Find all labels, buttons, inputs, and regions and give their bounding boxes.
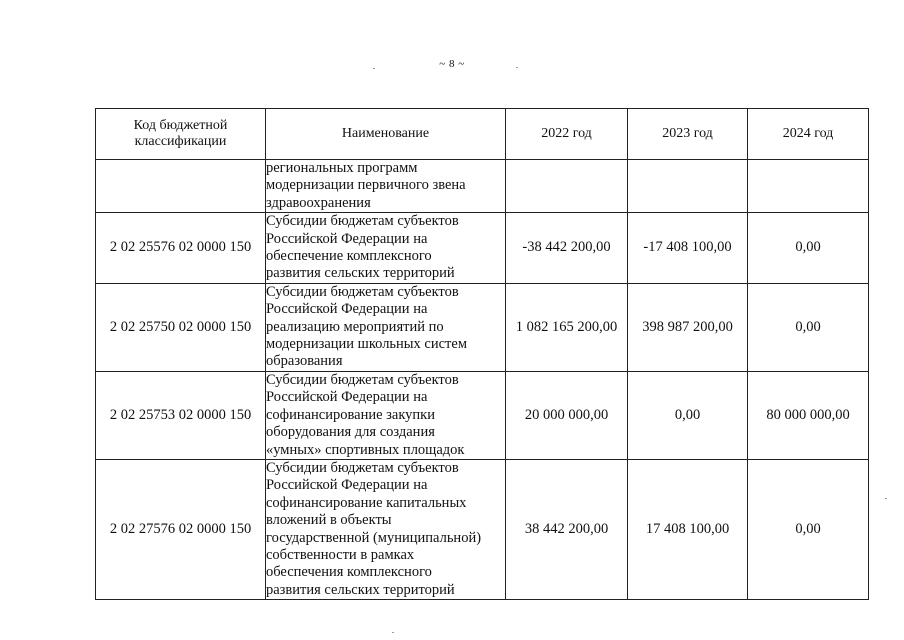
scan-speck (392, 632, 394, 633)
name-line: собственности в рамках (266, 546, 415, 563)
name-line: региональных программ (266, 160, 418, 176)
name-line: оборудования для создания (266, 424, 435, 441)
name-line: Субсидии бюджетам субъектов (266, 213, 459, 230)
name-line: софинансирование капитальных (266, 494, 467, 511)
amount-2023-cell: 0,00 (628, 371, 748, 459)
amount-2023-cell (628, 160, 748, 213)
amount-2024-cell: 0,00 (748, 213, 869, 284)
name-cell (266, 371, 506, 459)
name-line: образования (266, 353, 343, 370)
scan-speck (885, 498, 887, 499)
name-line: реализацию мероприятий по (266, 318, 444, 335)
name-line: софинансирование закупки (266, 406, 435, 423)
name-line: «умных» спортивных площадок (266, 441, 465, 458)
amount-2022-cell (506, 160, 628, 213)
name-line: обеспечения комплексного (266, 564, 432, 581)
header-budget-code-line: классификации (134, 134, 227, 149)
header-2023: 2023 год (628, 109, 748, 160)
header-2024: 2024 год (748, 109, 869, 160)
name-line: Субсидии бюджетам субъектов (266, 371, 459, 388)
amount-2022-cell: 1 082 165 200,00 (506, 283, 628, 371)
name-line: Российской Федерации на (266, 230, 428, 247)
header-2022: 2022 год (506, 109, 628, 160)
name-line: Субсидии бюджетам субъектов (266, 283, 459, 300)
name-cell (266, 213, 506, 284)
name-cell (266, 283, 506, 371)
amount-2024-cell: 0,00 (748, 459, 869, 599)
scan-speck (516, 67, 518, 68)
name-line: здравоохранения (266, 194, 371, 211)
name-line: модернизации школьных систем (266, 336, 467, 353)
name-line: развития сельских территорий (266, 581, 455, 598)
budget-code-cell: 2 02 25750 02 0000 150 (96, 283, 266, 371)
amount-2023-cell: 17 408 100,00 (628, 459, 748, 599)
name-line: вложений в объекты (266, 512, 392, 529)
table-row (96, 160, 869, 213)
name-line: развития сельских территорий (266, 265, 455, 282)
amount-2022-cell: 38 442 200,00 (506, 459, 628, 599)
amount-2022-cell: 20 000 000,00 (506, 371, 628, 459)
budget-table (95, 108, 869, 600)
budget-code-cell: 2 02 25576 02 0000 150 (96, 213, 266, 284)
table-row (96, 371, 869, 459)
name-line: модернизации первичного звена (266, 177, 466, 194)
name-line: обеспечение комплексного (266, 248, 432, 265)
header-budget-code-line: Код бюджетной (133, 118, 228, 133)
table-row (96, 459, 869, 599)
scan-speck (373, 68, 375, 69)
name-cell (266, 160, 506, 213)
amount-2024-cell: 0,00 (748, 283, 869, 371)
name-line: Российской Федерации на (266, 477, 428, 494)
name-line: Российской Федерации на (266, 301, 428, 318)
header-name: Наименование (266, 109, 506, 160)
name-line: государственной (муниципальной) (266, 529, 482, 546)
name-line: Субсидии бюджетам субъектов (266, 459, 459, 476)
page-number: ~ 8 ~ (439, 58, 465, 70)
amount-2022-cell: -38 442 200,00 (506, 213, 628, 284)
amount-2023-cell: 398 987 200,00 (628, 283, 748, 371)
budget-code-cell: 2 02 25753 02 0000 150 (96, 371, 266, 459)
table-header-row (96, 109, 869, 160)
header-budget-code (96, 109, 266, 160)
budget-code-cell (96, 160, 266, 213)
name-line: Российской Федерации на (266, 389, 428, 406)
amount-2024-cell: 80 000 000,00 (748, 371, 869, 459)
amount-2023-cell: -17 408 100,00 (628, 213, 748, 284)
name-cell (266, 459, 506, 599)
budget-code-cell: 2 02 27576 02 0000 150 (96, 459, 266, 599)
table-row (96, 213, 869, 284)
amount-2024-cell (748, 160, 869, 213)
table-row (96, 283, 869, 371)
